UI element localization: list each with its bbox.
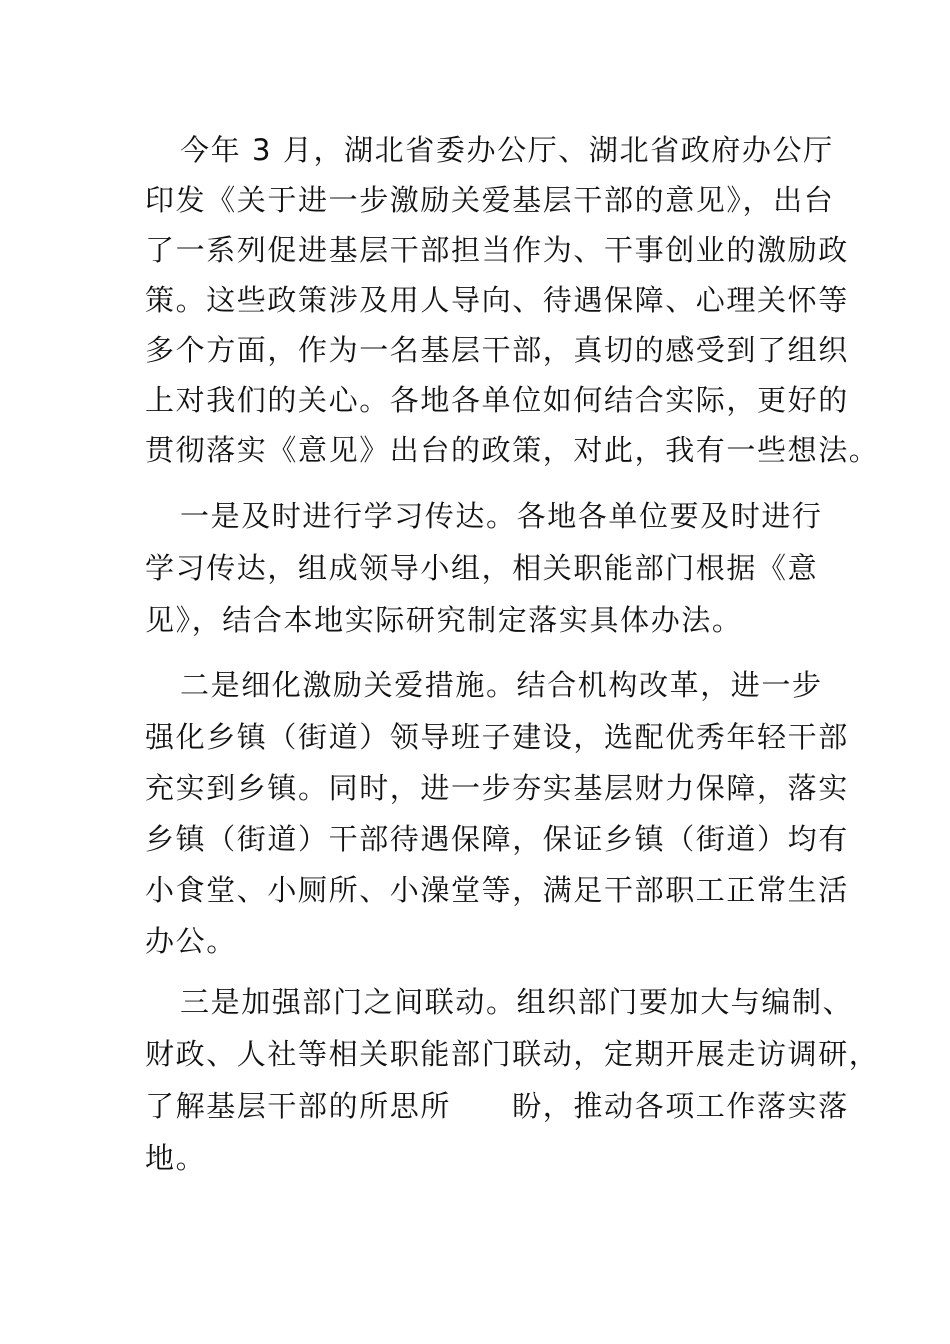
paragraph-line: 策。这些政策涉及用人导向、待遇保障、心理关怀等 bbox=[145, 283, 849, 317]
paragraph-line: 小食堂、小厕所、小澡堂等，满足干部职工正常生活 bbox=[145, 873, 849, 907]
paragraph-line: 见》，结合本地实际研究制定落实具体办法。 bbox=[145, 603, 743, 637]
paragraph-line: 三是加强部门之间联动。组织部门要加大与编制、 bbox=[180, 985, 854, 1019]
paragraph-line: 了一系列促进基层干部担当作为、干事创业的激励政 bbox=[145, 233, 849, 267]
paragraph-line: 贯彻落实《意见》出台的政策，对此，我有一些想法。 bbox=[145, 433, 880, 467]
paragraph-line: 充实到乡镇。同时，进一步夯实基层财力保障，落实 bbox=[145, 771, 849, 805]
paragraph-line: 上对我们的关心。各地各单位如何结合实际，更好的 bbox=[145, 383, 849, 417]
paragraph-line: 多个方面，作为一名基层干部，真切的感受到了组织 bbox=[145, 333, 849, 367]
paragraph-line: 学习传达，组成领导小组，相关职能部门根据《意 bbox=[145, 551, 819, 585]
paragraph-line: 财政、人社等相关职能部门联动，定期开展走访调研， bbox=[145, 1037, 880, 1071]
paragraph-line: 二是细化激励关爱措施。结合机构改革，进一步 bbox=[180, 668, 823, 702]
paragraph-line: 乡镇（街道）干部待遇保障，保证乡镇（街道）均有 bbox=[145, 822, 849, 856]
paragraph-line: 一是及时进行学习传达。各地各单位要及时进行 bbox=[180, 499, 823, 533]
paragraph-line: 印发《关于进一步激励关爱基层干部的意见》，出台 bbox=[145, 183, 835, 217]
paragraph-line: 强化乡镇（街道）领导班子建设，选配优秀年轻干部 bbox=[145, 720, 849, 754]
paragraph-line: 办公。 bbox=[145, 924, 237, 958]
paragraph-line: 了解基层干部的所思所 盼，推动各项工作落实落 bbox=[145, 1089, 849, 1123]
paragraph-line: 今年 3 月，湖北省委办公厅、湖北省政府办公厅 bbox=[180, 133, 834, 167]
paragraph-line: 地。 bbox=[145, 1141, 207, 1175]
